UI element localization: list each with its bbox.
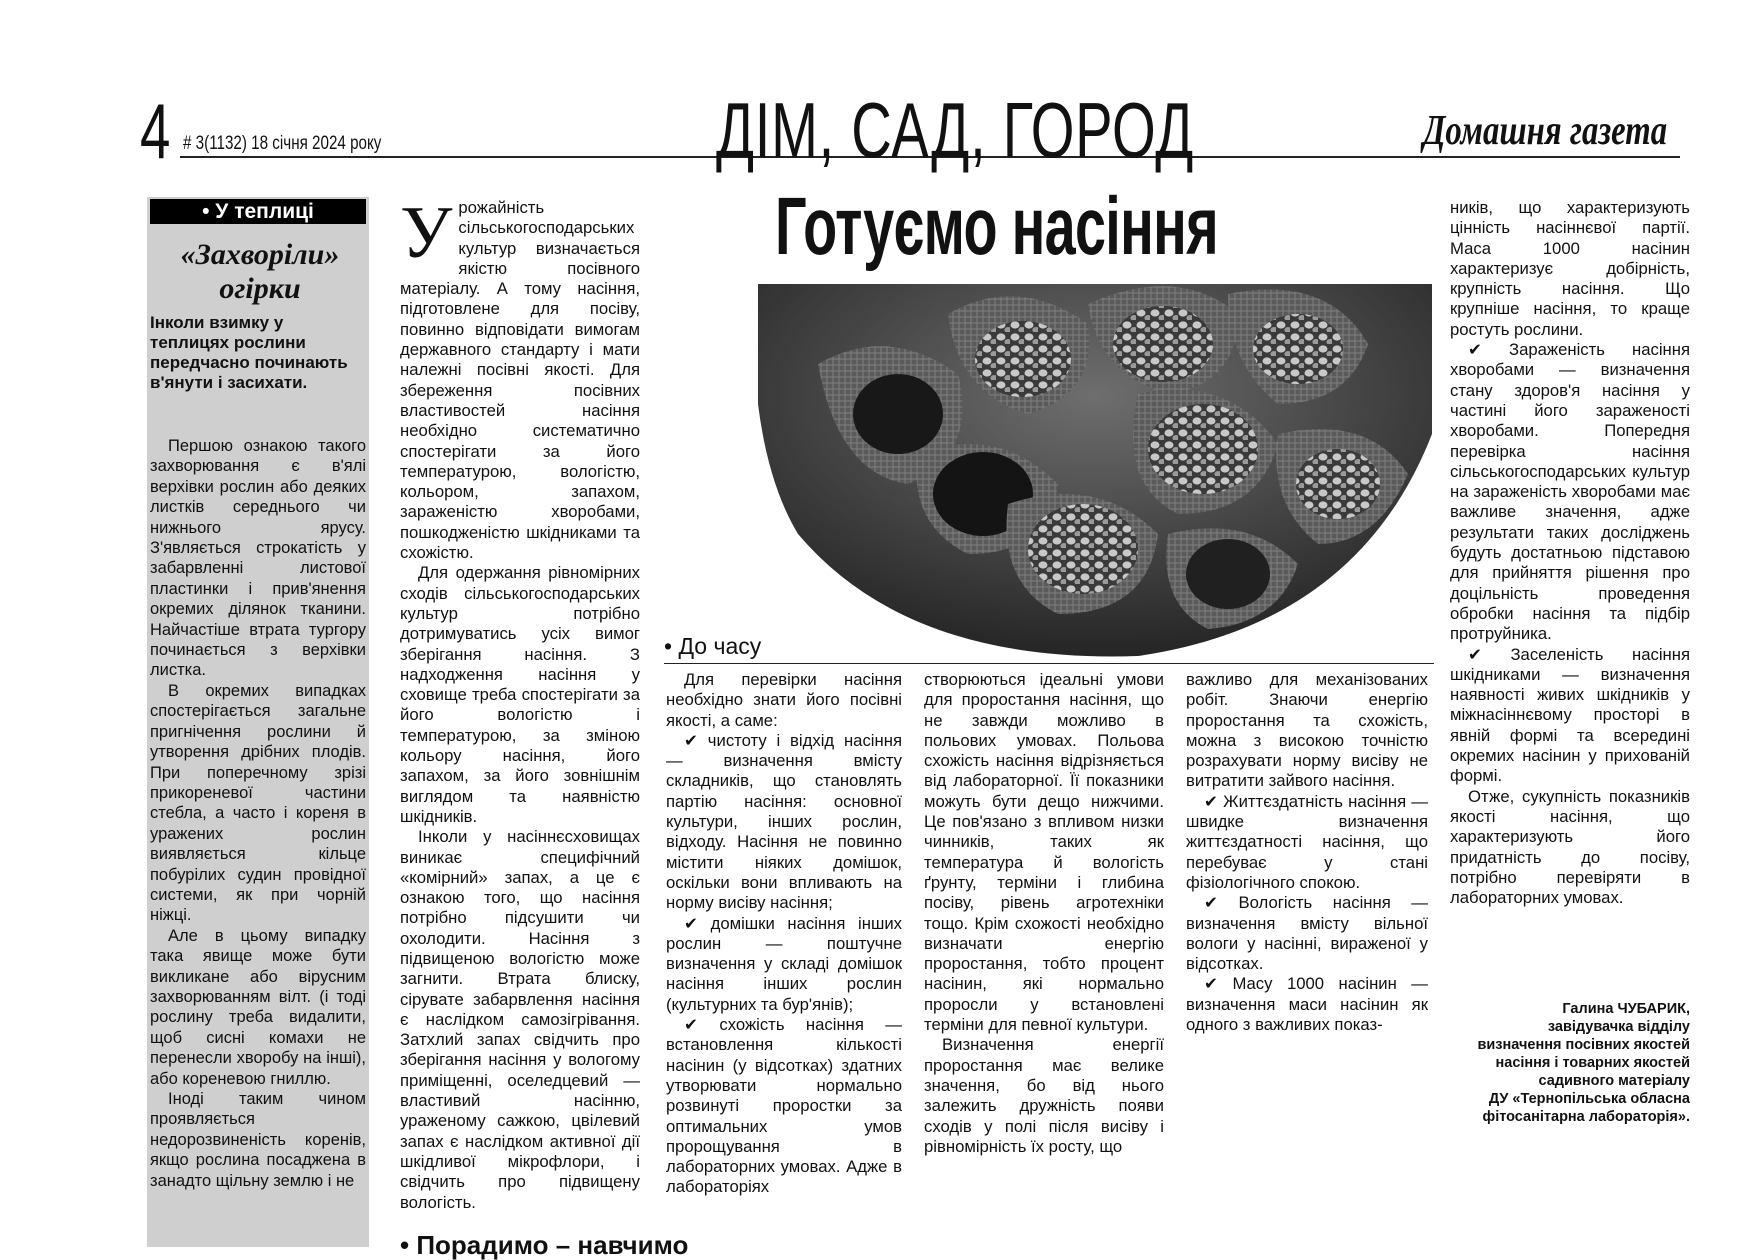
issue-date: # 3(1132) 18 січня 2024 року xyxy=(183,133,382,154)
sidebar-paragraph: Але в цьому випадку така явище може бути викликане або вірусним захворюванням вілт. (і тоді рослину треба видалити, щоб сисні комахи не перенесли хворобу на інші), або кореневою гниллю. xyxy=(150,926,366,1088)
seed-sacks-photo xyxy=(758,284,1432,658)
article-paragraph: Інколи у насіннєсховищах виникає специфічний «комірний» запах, а це є ознакою того, що насіння потрібно підсушити чи охолодити. Насіння з підвищеною вологістю може загнити. Втрата блиску, сірувате забарвлення насіння є наслідком самозігрівання. Затхлий запах свідчить про зберігання насіння у вологому приміщенні, оселедцевий — властивий насінню, ураженому сажкою, цвілевий запах є наслідком активної дії шкідливої мікрофлори, і свідчить про підвищену вологість. xyxy=(400,827,640,1212)
article-paragraph: Для перевірки насіння необхідно знати його посівні якості, а саме: xyxy=(666,670,902,730)
article-paragraph: Для одержання рівномірних сходів сільськогосподарських культур потрібно дотримуватись усіх вимог зберігання насіння. З надходження насіння у сховище треба спостерігати за його вологістю і температурою, за зміною кольору насіння, його запахом, за його зовнішнім виглядом та наявністю шкідників. xyxy=(400,563,640,826)
signature-line: визначення посівних якостей xyxy=(1477,1037,1690,1053)
article-column-4 xyxy=(1186,670,1428,1035)
signature-line: Галина ЧУБАРИК, xyxy=(1562,1001,1690,1017)
article-paragraph: рожайність сільськогосподарських культур визначається якістю посівного матеріалу. А тому насіння, підготовлене для посіву, повинно відповідати вимогам державного стандарту і мати належні посівні якості. Для збереження посівних властивостей насіння необхідно систематично спостерігати за його температурою, вологістю, кольором, запахом, зараженістю хворобами, пошкодженістю шкідниками та схожістю. xyxy=(400,198,640,563)
signature-line: садивного матеріалу xyxy=(1538,1073,1690,1089)
article-paragraph: ✔ Масу 1000 насінин — визначення маси насінин як одного з важливих показ- xyxy=(1186,974,1428,1035)
article-paragraph: створюються ідеальні умови для проростання насіння, що не завжди можливо в польових умовах. Польова схожість насіння відрізняється від лабораторної. Її показники можуть бути дещо нижчими. Це пов'язано з впливом низки чинників, таких як температура й вологість ґрунту, терміни і глибина посіву, рівень агротехніки тощо. Крім схожості необхідно визначати енергію проростання, тобто процент насінин, які нормально проросли у встановлені терміни для певної культури. xyxy=(924,670,1164,1035)
sidebar-lead: Інколи взимку у теплицях рослини передчасно починають в'янути і засихати. xyxy=(150,313,348,392)
article-paragraph: ників, що характеризують цінність насіннєвої партії. Маса 1000 насінин характеризує добірність, крупність насіння. Що крупніше насіння, то краще ростуть рослини. xyxy=(1450,198,1690,339)
article-paragraph: ✔ Заселеність насіння шкідниками — визначення наявності живих шкідників у міжнасіннєвому просторі в явній формі та всередині окремих насінин у прихованій формі. xyxy=(1450,644,1690,786)
author-signature xyxy=(1450,1000,1690,1126)
drop-cap: У xyxy=(400,192,453,274)
photo-illustration xyxy=(758,284,1432,658)
sidebar-paragraph: Іноді таким чином проявляється недорозвиненість коренів, якщо рослина посаджена в занадто щільну землю і не xyxy=(150,1090,366,1190)
signature-line: насіння і товарних якостей xyxy=(1495,1055,1690,1071)
sidebar-paragraph: Першою ознакою такого захворювання є в'ялі верхівки рослин або деяких листків середнього чи нижнього ярусу. З'являється строкатість у забарвленні листової пластинки і прив'янення окремих ділянок тканини. Найчастіше втрата тургору починається з верхівки листка. xyxy=(150,437,366,680)
signature-line: завідувачка відділу xyxy=(1547,1019,1690,1035)
sidebar-title xyxy=(160,238,360,306)
page-number: 4 xyxy=(140,87,171,175)
signature-line: фітосанітарна лабораторія». xyxy=(1482,1109,1690,1125)
rubric-rule xyxy=(664,663,1434,664)
article-column-1 xyxy=(400,192,640,1213)
sidebar-body xyxy=(150,436,366,1191)
article-paragraph: ✔ Вологість насіння — визначення вмісту вільної вологи у насінні, вираженої у відсотках. xyxy=(1186,893,1428,974)
article-paragraph: ✔ Життєздатність насіння — швидке визначення життєздатності насіння, що перебуває у стані фізіологічного спокою. xyxy=(1186,791,1428,892)
next-article-rubric: • Порадимо – навчимо xyxy=(400,1230,689,1260)
signature-line: ДУ «Тернопільська обласна xyxy=(1488,1091,1690,1107)
article-column-3 xyxy=(924,670,1164,1157)
article-paragraph: ✔ схожість насіння — встановлення кількості насінин (у відсотках) здатних утворювати нормально розвинуті проростки за оптимальних умов пророщування в лабораторних умовах. Адже в лабораторіях xyxy=(666,1015,902,1197)
sidebar-title-line1: «Захворіли» xyxy=(180,238,340,271)
sidebar-paragraph: В окремих випадках спостерігається загальне пригнічення рослини й утворення дрібних плодів. При поперечному зрізі прикореневої частини стебла, а часто і кореня в уражених рослин виявляється кільце побурілих судин провідної системи, як при чорній ніжці. xyxy=(150,681,366,925)
article-paragraph: Визначення енергії проростання має велике значення, бо від нього залежить дружність появи сходів у полі після висіву і рівномірність їх росту, що xyxy=(924,1035,1164,1156)
article-paragraph: Отже, сукупність показників якості насіння, що характеризують його придатність до посіву, потрібно перевіряти в лабораторних умовах. xyxy=(1450,786,1690,908)
article-column-2 xyxy=(666,670,902,1198)
article-paragraph: важливо для механізованих робіт. Знаючи енергію проростання та схожість, можна з високою точністю розрахувати норму висіву не витратити зайвого насіння. xyxy=(1186,670,1428,791)
newspaper-logo: Домашня газета xyxy=(1423,108,1668,154)
article-paragraph: ✔ домішки насіння інших рослин — поштучне визначення у складі домішок насіння інших рослин (культурних та бур'янів); xyxy=(666,913,902,1014)
sidebar-rubric: • У теплиці xyxy=(150,199,366,224)
section-title: ДІМ, САД, ГОРОД xyxy=(716,86,1194,174)
sidebar-title-line2: огірки xyxy=(219,272,301,305)
article-headline: Готуємо насіння xyxy=(775,181,1218,272)
article-paragraph: ✔ чистоту і відхід насіння — визначення вмісту складників, що становлять партію насіння: основної культури, інших рослин, відходу. Насіння не повинно містити ніяких домішок, оскільки вони впливають на норму висіву насіння; xyxy=(666,730,902,913)
article-rubric: • До часу xyxy=(664,633,762,659)
article-paragraph: ✔ Зараженість насіння хворобами — визначення стану здоров'я насіння у частині його зараженості хворобами. Попередня перевірка насіння сільськогосподарських культур на зараженість хворобами має важливе значення, адже результати таких досліджень будуть достатньою підставою для прийняття рішення про доцільність проведення обробки насіння та підбір протруйника. xyxy=(1450,340,1690,644)
article-column-5 xyxy=(1450,198,1690,908)
